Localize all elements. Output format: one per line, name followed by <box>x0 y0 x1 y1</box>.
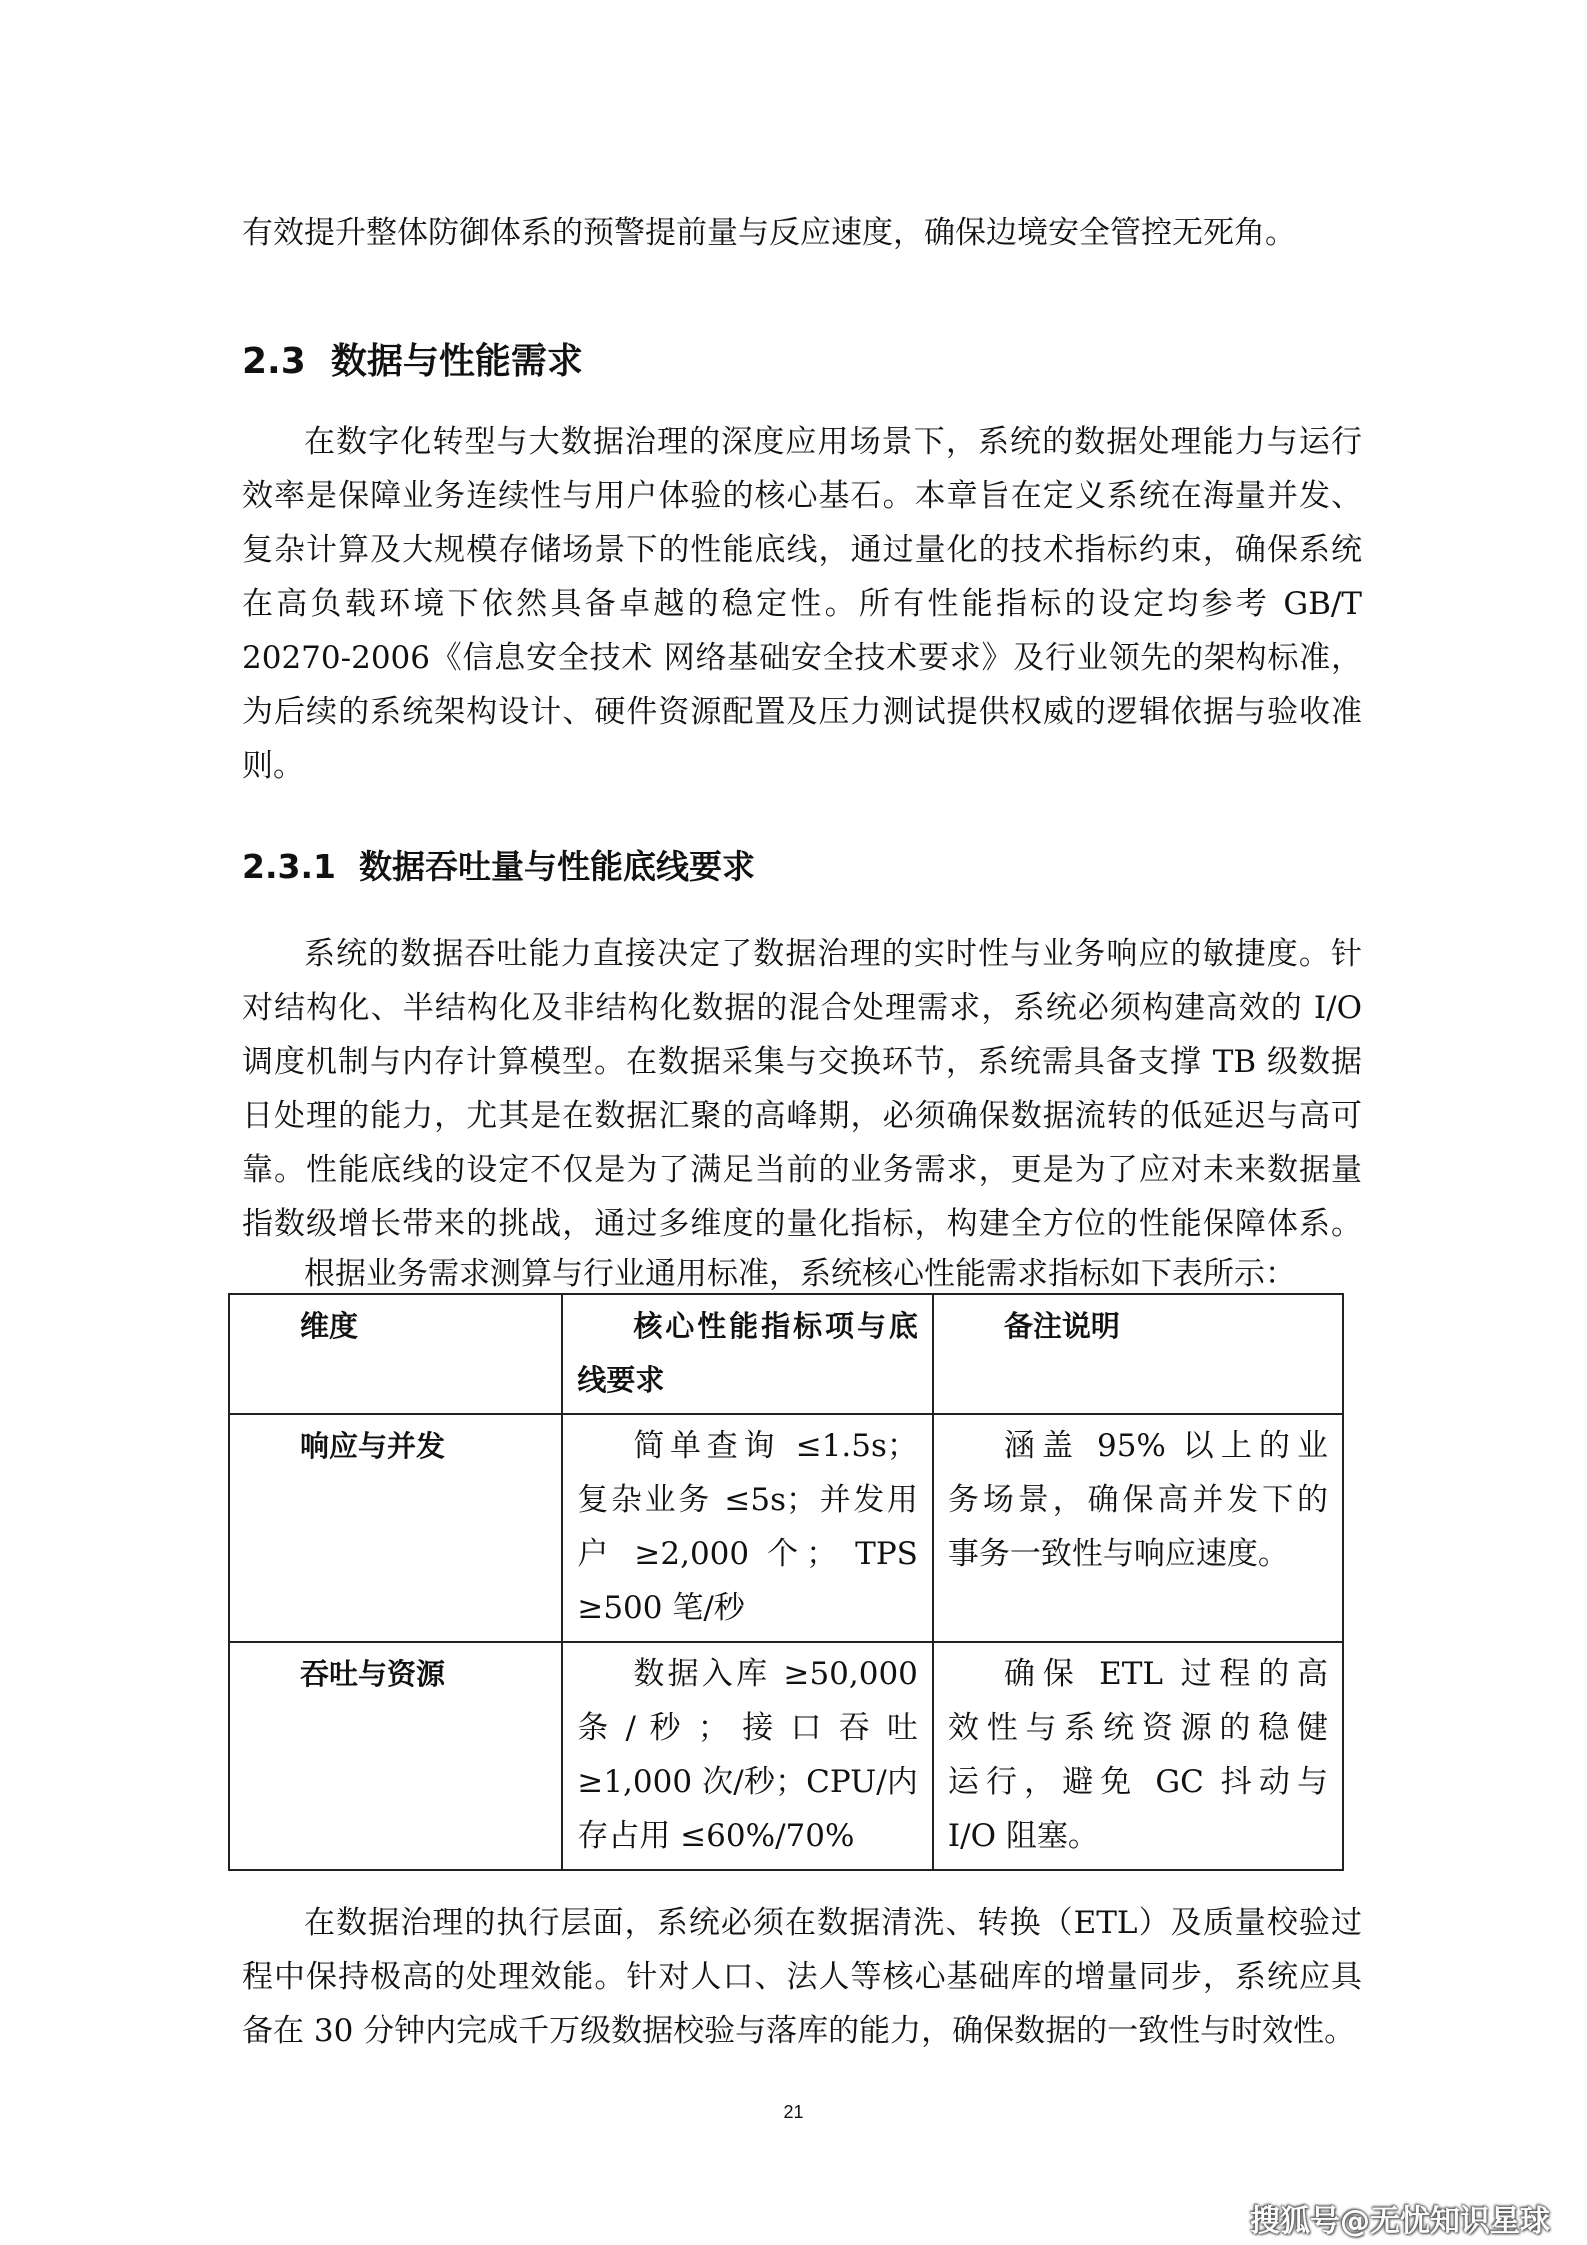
section-paragraph <box>242 415 1362 793</box>
closing-paragraph <box>242 1896 1362 2058</box>
metrics-line: 简单查询 ≤1.5s； <box>633 1428 918 1464</box>
metrics-line: 条 / 秒 ； 接 口 吞 吐 <box>577 1710 918 1746</box>
paragraph-line: 在高负载环境下依然具备卓越的稳定性。所有性能指标的设定均参考 GB/T <box>242 586 1362 622</box>
row-notes <box>933 1414 1343 1642</box>
paragraph-line: 则。 <box>242 748 304 784</box>
metrics-line: 复杂业务 ≤5s；并发用 <box>577 1482 918 1518</box>
table-caption <box>242 1252 1362 1296</box>
row-metrics <box>562 1642 933 1870</box>
performance-metrics-table <box>228 1293 1344 1871</box>
paragraph-line: 在数据治理的执行层面，系统必须在数据清洗、转换（ETL）及质量校验过 <box>304 1905 1362 1941</box>
notes-line: 事务一致性与响应速度。 <box>947 1536 1289 1572</box>
header-metrics <box>562 1294 933 1414</box>
header-metrics-line: 核心性能指标项与底 <box>633 1309 918 1343</box>
metrics-line: ≥500 笔/秒 <box>577 1590 745 1626</box>
metrics-line: 户 ≥2,000 个； TPS <box>577 1536 918 1572</box>
notes-line: 确保 ETL 过程的高 <box>1003 1656 1328 1692</box>
subsection-number: 2.3.1 <box>242 847 336 886</box>
subsection-title: 数据吞吐量与性能底线要求 <box>358 847 755 886</box>
notes-line: I/O 阻塞。 <box>947 1818 1099 1854</box>
paragraph-line: 靠。性能底线的设定不仅是为了满足当前的业务需求，更是为了应对未来数据量 <box>242 1152 1362 1188</box>
source-watermark: 搜狐号@无忧知识星球 <box>1250 2204 1550 2239</box>
row-dimension: 吞吐与资源 <box>229 1642 562 1870</box>
table-header-row <box>229 1294 1343 1414</box>
header-dimension: 维度 <box>229 1294 562 1414</box>
table-row <box>229 1414 1343 1642</box>
paragraph-line: 对结构化、半结构化及非结构化数据的混合处理需求，系统必须构建高效的 I/O <box>242 990 1362 1026</box>
section-title: 数据与性能需求 <box>330 341 583 382</box>
metrics-line: 存占用 ≤60%/70% <box>577 1818 855 1854</box>
subsection-heading <box>242 841 755 888</box>
table-row <box>229 1642 1343 1870</box>
header-metrics-line: 线要求 <box>577 1363 665 1397</box>
paragraph-line: 日处理的能力，尤其是在数据汇聚的高峰期，必须确保数据流转的低延迟与高可 <box>242 1098 1362 1134</box>
paragraph-line: 在数字化转型与大数据治理的深度应用场景下，系统的数据处理能力与运行 <box>304 424 1362 460</box>
row-metrics <box>562 1414 933 1642</box>
notes-line: 效性与系统资源的稳健 <box>947 1710 1328 1746</box>
row-notes <box>933 1642 1343 1870</box>
metrics-line: ≥1,000 次/秒；CPU/内 <box>577 1764 918 1800</box>
notes-line: 务场景，确保高并发下的 <box>947 1482 1328 1518</box>
paragraph-line: 指数级增长带来的挑战，通过多维度的量化指标，构建全方位的性能保障体系。 <box>242 1206 1362 1242</box>
row-dimension: 响应与并发 <box>229 1414 562 1642</box>
paragraph-line: 调度机制与内存计算模型。在数据采集与交换环节，系统需具备支撑 TB 级数据 <box>242 1044 1362 1080</box>
paragraph-line: 为后续的系统架构设计、硬件资源配置及压力测试提供权威的逻辑依据与验收准 <box>242 694 1362 730</box>
intro-tail-line: 有效提升整体防御体系的预警提前量与反应速度，确保边境安全管控无死角。 <box>242 215 1296 251</box>
notes-line: 涵盖 95% 以上的业 <box>1003 1428 1328 1464</box>
paragraph-line: 系统的数据吞吐能力直接决定了数据治理的实时性与业务响应的敏捷度。针 <box>304 936 1362 972</box>
paragraph-line: 复杂计算及大规模存储场景下的性能底线，通过量化的技术指标约束，确保系统 <box>242 532 1362 568</box>
metrics-line: 数据入库 ≥50,000 <box>633 1656 918 1692</box>
table-caption-line: 根据业务需求测算与行业通用标准，系统核心性能需求指标如下表所示： <box>304 1256 1296 1292</box>
subsection-paragraph <box>242 927 1362 1251</box>
section-heading <box>242 333 583 384</box>
paragraph-line: 20270-2006《信息安全技术 网络基础安全技术要求》及行业领先的架构标准， <box>242 640 1362 676</box>
page-number: 21 <box>783 2102 804 2122</box>
paragraph-line: 程中保持极高的处理效能。针对人口、法人等核心基础库的增量同步，系统应具 <box>242 1959 1362 1995</box>
intro-tail-paragraph <box>242 206 1362 260</box>
paragraph-line: 效率是保障业务连续性与用户体验的核心基石。本章旨在定义系统在海量并发、 <box>242 478 1362 514</box>
paragraph-line: 备在 30 分钟内完成千万级数据校验与落库的能力，确保数据的一致性与时效性。 <box>242 2013 1356 2049</box>
notes-line: 运行，避免 GC 抖动与 <box>947 1764 1328 1800</box>
section-number: 2.3 <box>242 341 306 382</box>
header-notes: 备注说明 <box>933 1294 1343 1414</box>
